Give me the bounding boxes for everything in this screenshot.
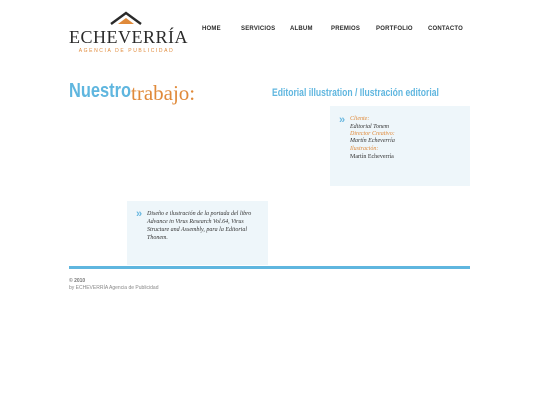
- nav-servicios[interactable]: SERVICIOS: [241, 26, 276, 32]
- brand-tagline: AGENCIA DE PUBLICIDAD: [78, 48, 175, 54]
- director-value: Martín Echeverría: [350, 138, 395, 144]
- illustration-label: Ilustración:: [350, 146, 379, 152]
- chevron-right-icon: »: [136, 208, 143, 220]
- brand-name: ECHEVERRÍA: [69, 27, 188, 47]
- page-title-nuestro: Nuestro: [69, 80, 131, 102]
- roof-logo-icon: [109, 10, 143, 26]
- footer-divider: [69, 266, 470, 269]
- nav-portfolio[interactable]: PORTFOLIO: [376, 26, 413, 32]
- nav-premios[interactable]: PREMIOS: [331, 26, 361, 32]
- page-title-trabajo: trabajo:: [131, 81, 196, 105]
- illustration-value: Martín Echeverría: [350, 154, 394, 160]
- nav-home[interactable]: HOME: [202, 26, 221, 32]
- nav-album[interactable]: ALBUM: [290, 26, 313, 32]
- project-subheading: Editorial illustration / Ilustración editorial: [272, 87, 439, 99]
- footer-copyright: © 2010: [69, 278, 86, 284]
- chevron-right-icon: »: [339, 114, 346, 126]
- client-value: Editorial Tonem: [350, 124, 389, 130]
- director-label: Director Creativo:: [350, 131, 395, 137]
- nav-contacto[interactable]: CONTACTO: [428, 26, 464, 32]
- description-box: [127, 201, 268, 265]
- description-text: Diseño e ilustración de la portada del libro Advance in Virus Research Vol.64, Virus Structure and Assembly, para la Editorial Thonem.: [147, 211, 252, 241]
- client-label: Cliente:: [350, 116, 370, 122]
- client-info-box: [330, 106, 470, 186]
- footer-credit: by ECHEVERRÍA Agencia de Publicidad: [69, 285, 159, 291]
- logo[interactable]: [69, 10, 188, 54]
